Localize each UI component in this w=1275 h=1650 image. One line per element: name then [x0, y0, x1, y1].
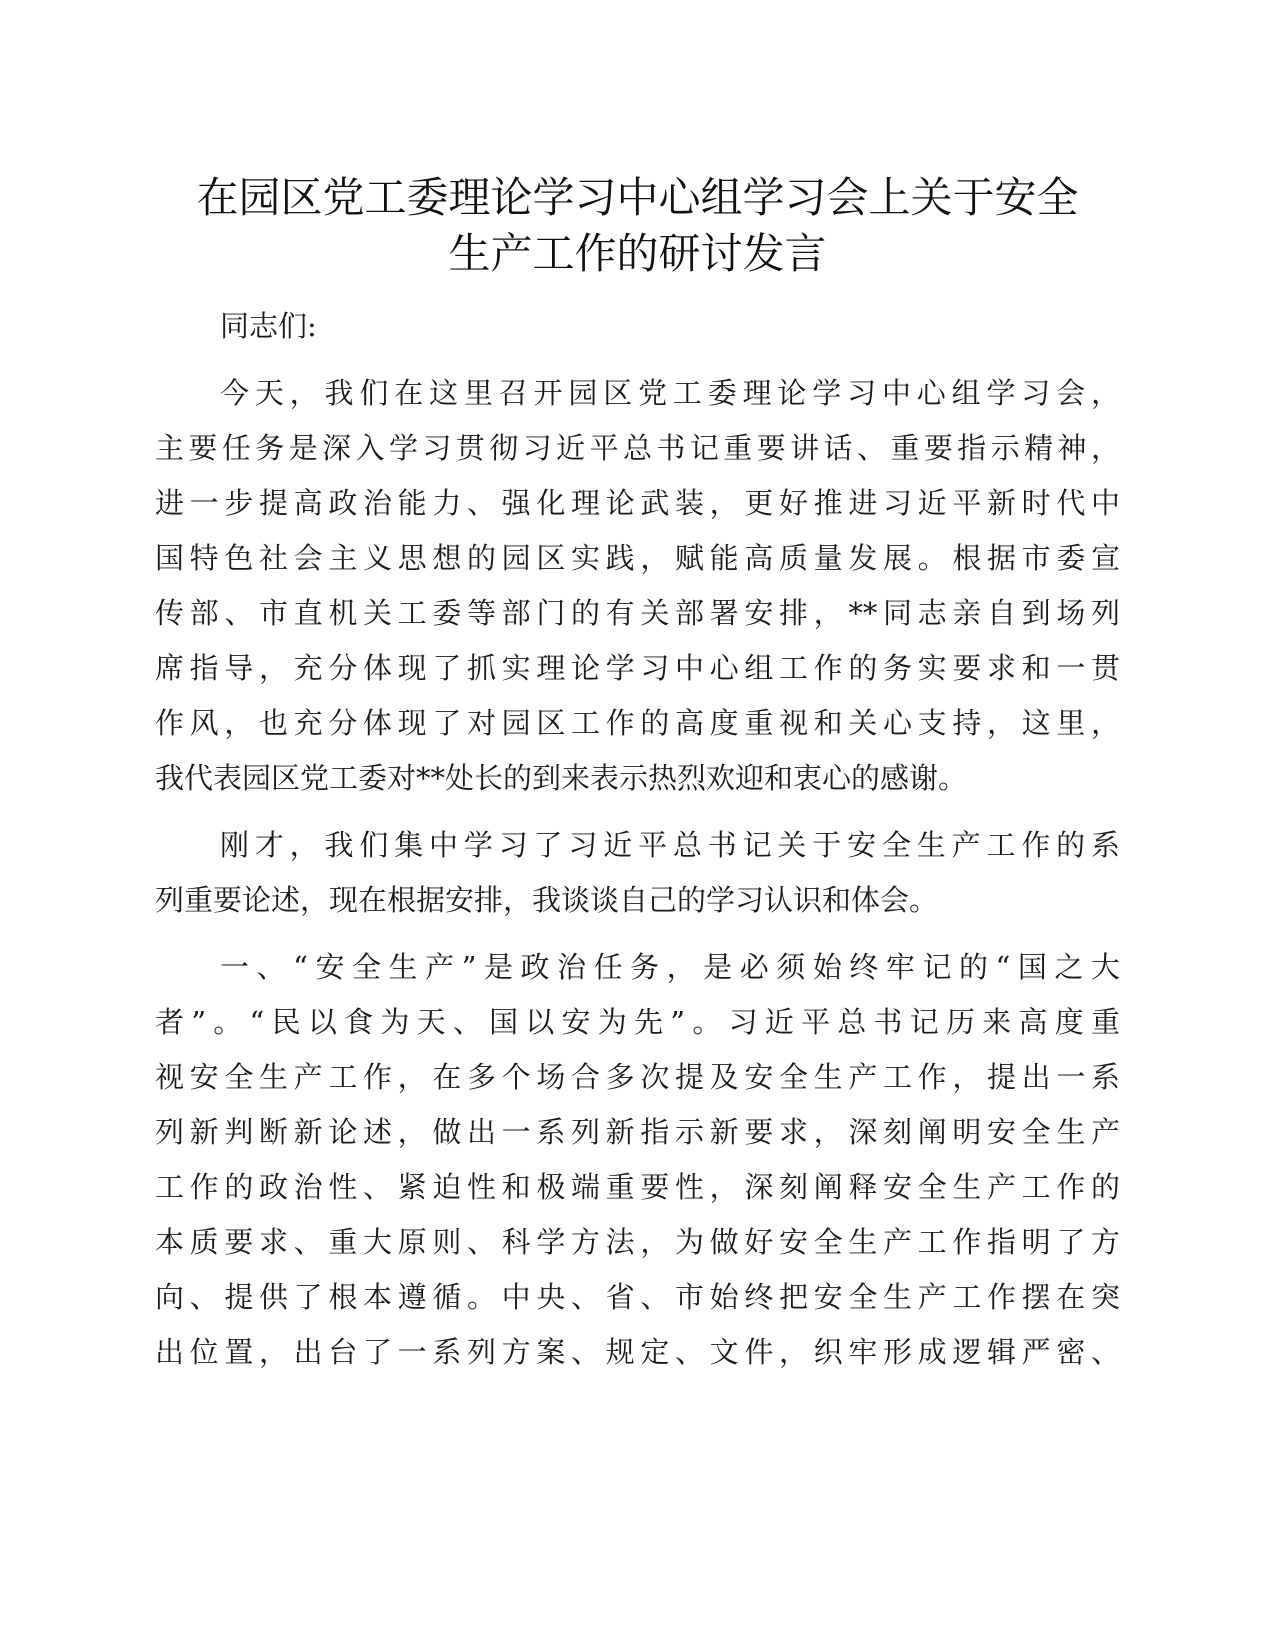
paragraph-1-line: 我代表园区党工委对**处长的到来表示热烈欢迎和衷心的感谢。: [155, 761, 968, 795]
paragraph-3-line: 视安全生产工作，在多个场合多次提及安全生产工作，提出一系: [155, 1060, 1120, 1094]
paragraph-3-line: 列新判断新论述，做出一系列新指示新要求，深刻阐明安全生产: [155, 1115, 1120, 1149]
paragraph-3-line: 向、提供了根本遵循。中央、省、市始终把安全生产工作摆在突: [155, 1280, 1120, 1314]
paragraph-1-line: 传部、市直机关工委等部门的有关部署安排，**同志亲自到场列: [155, 596, 1120, 630]
paragraph-1-line: 席指导，充分体现了抓实理论学习中心组工作的务实要求和一贯: [155, 651, 1120, 685]
paragraph-1-line: 主要任务是深入学习贯彻习近平总书记重要讲话、重要指示精神，: [155, 431, 1120, 465]
paragraph-3-line: 工作的政治性、紧迫性和极端重要性，深刻阐释安全生产工作的: [155, 1170, 1120, 1204]
paragraph-1-line: 作风，也充分体现了对园区工作的高度重视和关心支持，这里，: [155, 706, 1120, 740]
salutation: 同志们:: [220, 309, 317, 343]
document-title-line-1: 在园区党工委理论学习中心组学习会上关于安全: [196, 173, 1079, 222]
paragraph-2-line: 列重要论述，现在根据安排，我谈谈自己的学习认识和体会。: [155, 883, 939, 917]
document-title-line-2: 生产工作的研讨发言: [448, 229, 827, 278]
paragraph-3-line: 出位置，出台了一系列方案、规定、文件，织牢形成逻辑严密、: [155, 1335, 1120, 1369]
paragraph-3-line: 一、“安全生产”是政治任务，是必须始终牢记的“国之大: [220, 950, 1120, 984]
paragraph-1-line: 今天，我们在这里召开园区党工委理论学习中心组学习会，: [220, 376, 1120, 410]
paragraph-3-line: 本质要求、重大原则、科学方法，为做好安全生产工作指明了方: [155, 1225, 1120, 1259]
paragraph-3-line: 者”。“民以食为天、国以安为先”。习近平总书记历来高度重: [155, 1005, 1120, 1039]
paragraph-1-line: 国特色社会主义思想的园区实践，赋能高质量发展。根据市委宣: [155, 541, 1120, 575]
paragraph-2-line: 刚才，我们集中学习了习近平总书记关于安全生产工作的系: [220, 828, 1120, 862]
paragraph-1-line: 进一步提高政治能力、强化理论武装，更好推进习近平新时代中: [155, 486, 1120, 520]
